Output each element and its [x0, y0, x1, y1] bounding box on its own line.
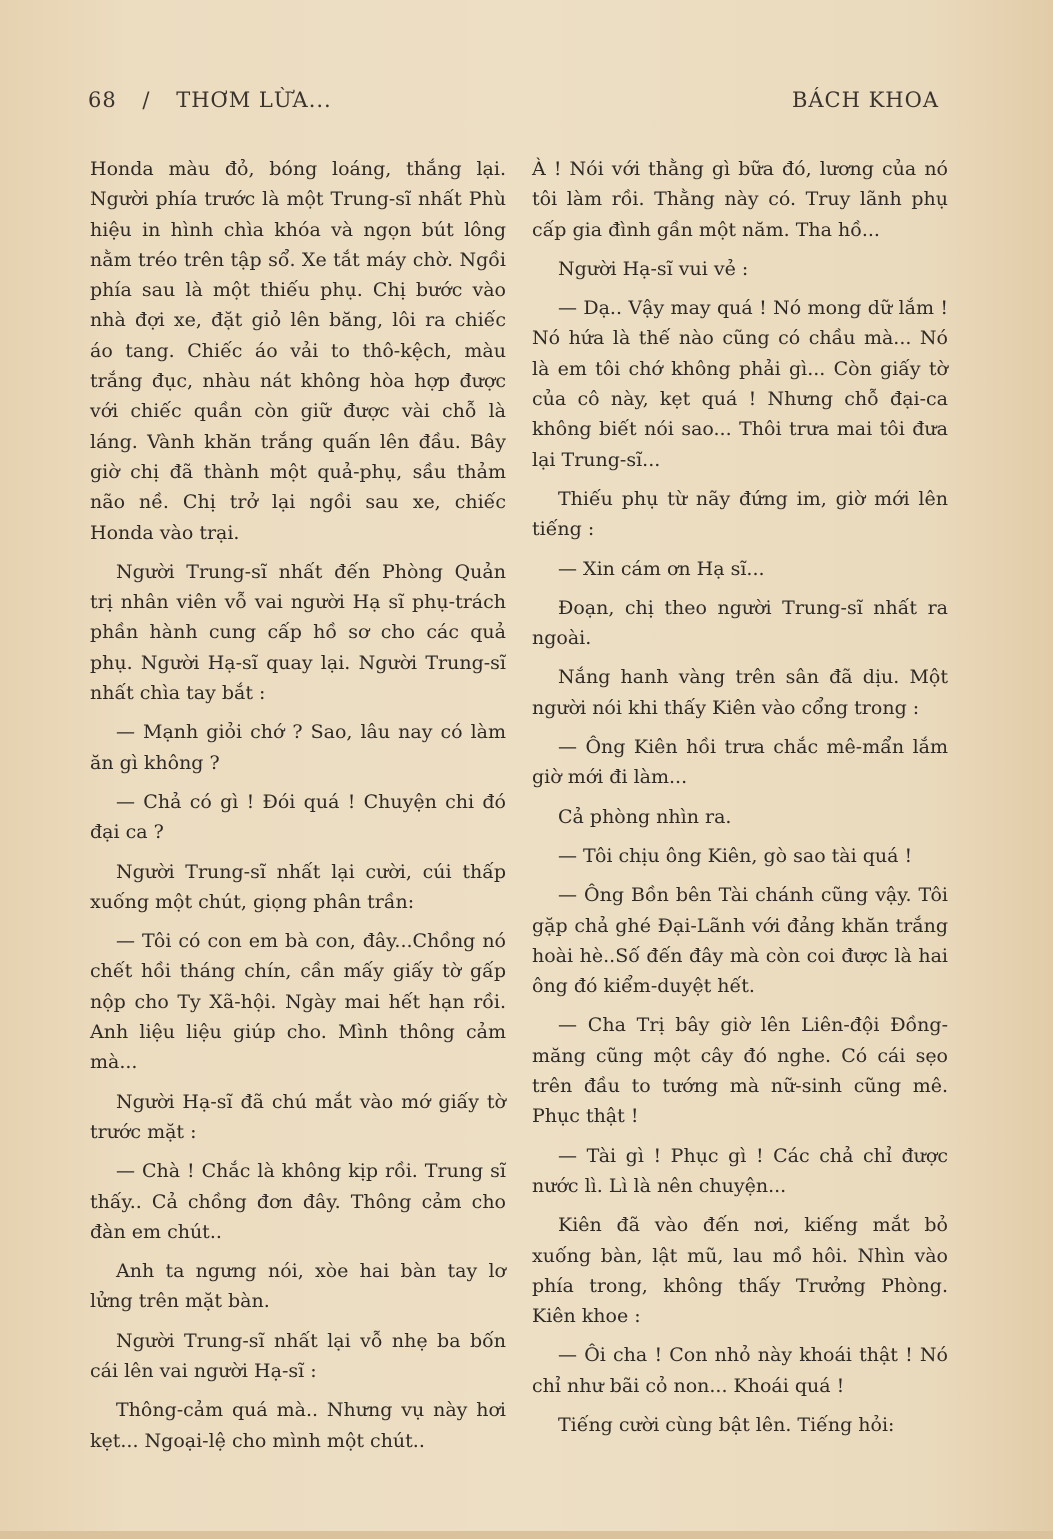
- page-number: 68: [88, 88, 117, 112]
- page-header: [88, 88, 939, 118]
- paragraph: Cả phòng nhìn ra.: [558, 805, 732, 828]
- paragraph: — Chà ! Chắc là không kịp rồi. Trung sĩ thấy.. Cả chồng đơn đây. Thông cảm cho đàn em chút..: [90, 1160, 506, 1243]
- header-left: [88, 88, 350, 112]
- paragraph: — Chả có gì ! Đói quá ! Chuyện chi đó đại ca ?: [90, 790, 506, 844]
- paragraph: — Tôi chịu ông Kiên, gò sao tài quá !: [558, 844, 913, 867]
- paragraph: Nắng hanh vàng trên sân đã dịu. Một người nói khi thấy Kiên vào cổng trong :: [532, 666, 948, 719]
- section-title: THƠM LỪA...: [176, 88, 332, 112]
- paragraph: — Tôi có con em bà con, đây...Chồng nó chết hồi tháng chín, cần mấy giấy tờ gấp nộp cho Ty Xã-hội. Ngày mai hết hạn rồi. Anh liệu liệu giúp cho. Mình thông cảm mà...: [90, 930, 506, 1074]
- left-column: [90, 154, 506, 1465]
- paragraph: Thông-cảm quá mà.. Nhưng vụ này hơi kẹt... Ngoại-lệ cho mình một chút..: [90, 1399, 506, 1452]
- magazine-title: BÁCH KHOA: [791, 88, 939, 112]
- right-column: [532, 154, 948, 1449]
- paragraph: Kiên đã vào đến nơi, kiếng mắt bỏ xuống bàn, lật mũ, lau mồ hôi. Nhìn vào phía trong, không thấy Trưởng Phòng. Kiên khoe :: [532, 1214, 948, 1328]
- paragraph: Người Hạ-sĩ vui vẻ :: [558, 257, 749, 280]
- paragraph: Honda màu đỏ, bóng loáng, thắng lại. Người phía trước là một Trung-sĩ nhất Phù hiệu in hình chìa khóa và ngọn bút lông nằm tréo trên tập sổ. Xe tắt máy chờ. Ngồi phía sau là một thiếu phụ. Chị bước vào nhà đợi xe, đặt giỏ lên băng, lôi ra chiếc áo tang. Chiếc áo vải to thô-kệch, màu trắng đục, nhàu nát không hòa hợp được với chiếc quần còn giữ được vài chỗ là láng. Vành khăn trắng quấn lên đầu. Bây giờ chị đã thành một quả-phụ, sầu thảm não nề. Chị trở lại ngồi sau xe, chiếc Honda vào trại.: [90, 158, 506, 544]
- paragraph: Người Trung-sĩ nhất lại vỗ nhẹ ba bốn cái lên vai người Hạ-sĩ :: [90, 1329, 506, 1382]
- paragraph: — Xin cám ơn Hạ sĩ...: [558, 557, 765, 580]
- paragraph: — Tài gì ! Phục gì ! Các chả chỉ được nước lì. Lì là nên chuyện...: [532, 1144, 948, 1197]
- page-edge: [0, 1531, 1053, 1539]
- paragraph: — Ông Kiên hồi trưa chắc mê-mẩn lắm giờ mới đi làm...: [532, 736, 948, 789]
- paragraph: Thiếu phụ từ nãy đứng im, giờ mới lên tiếng :: [532, 487, 948, 541]
- paragraph: Người Trung-sĩ nhất đến Phòng Quản trị nhân viên vỗ vai người Hạ sĩ phụ-trách phần hành cung cấp hồ sơ cho các quả phụ. Người Hạ-sĩ quay lại. Người Trung-sĩ nhất chìa tay bắt :: [90, 560, 506, 705]
- paragraph: Anh ta ngưng nói, xòe hai bàn tay lơ lửng trên mặt bàn.: [90, 1260, 506, 1313]
- header-separator: /: [142, 88, 151, 112]
- paragraph: — Dạ.. Vậy may quá ! Nó mong dữ lắm ! Nó hứa là thế nào cũng có chầu mà... Nó là em tôi chớ không phải gì... Còn giấy tờ của cô này, kẹt quá ! Nhưng chỗ đại-ca không biết nói sao... Thôi trưa mai tôi đưa lại Trung-sĩ...: [532, 297, 948, 471]
- paragraph: Người Trung-sĩ nhất lại cười, cúi thấp xuống một chút, giọng phân trần:: [90, 860, 506, 913]
- paragraph: À ! Nói với thằng gì bữa đó, lương của nó tôi làm rồi. Thằng này có. Truy lãnh phụ cấp gia đình gần một năm. Tha hồ...: [532, 158, 948, 241]
- paragraph: Người Hạ-sĩ đã chú mắt vào mớ giấy tờ trước mặt :: [90, 1090, 506, 1143]
- paragraph: — Mạnh giỏi chớ ? Sao, lâu nay có làm ăn gì không ?: [90, 721, 506, 774]
- paragraph: — Ôi cha ! Con nhỏ này khoái thật ! Nó chỉ như bãi cỏ non... Khoái quá !: [532, 1344, 948, 1397]
- paragraph: Tiếng cười cùng bật lên. Tiếng hỏi:: [558, 1413, 895, 1436]
- paragraph: — Ông Bồn bên Tài chánh cũng vậy. Tôi gặp chả ghé Đại-Lãnh với đảng khăn trắng hoài hè..Số đến đây mà còn coi được là hai ông đó kiểm-duyệt hết.: [532, 884, 948, 998]
- paragraph: Đoạn, chị theo người Trung-sĩ nhất ra ngoài.: [532, 596, 948, 650]
- paragraph: — Cha Trị bây giờ lên Liên-đội Đồng-măng cũng một cây đó nghe. Có cái sẹo trên đầu to tướng mà nữ-sinh cũng mê. Phục thật !: [532, 1014, 948, 1128]
